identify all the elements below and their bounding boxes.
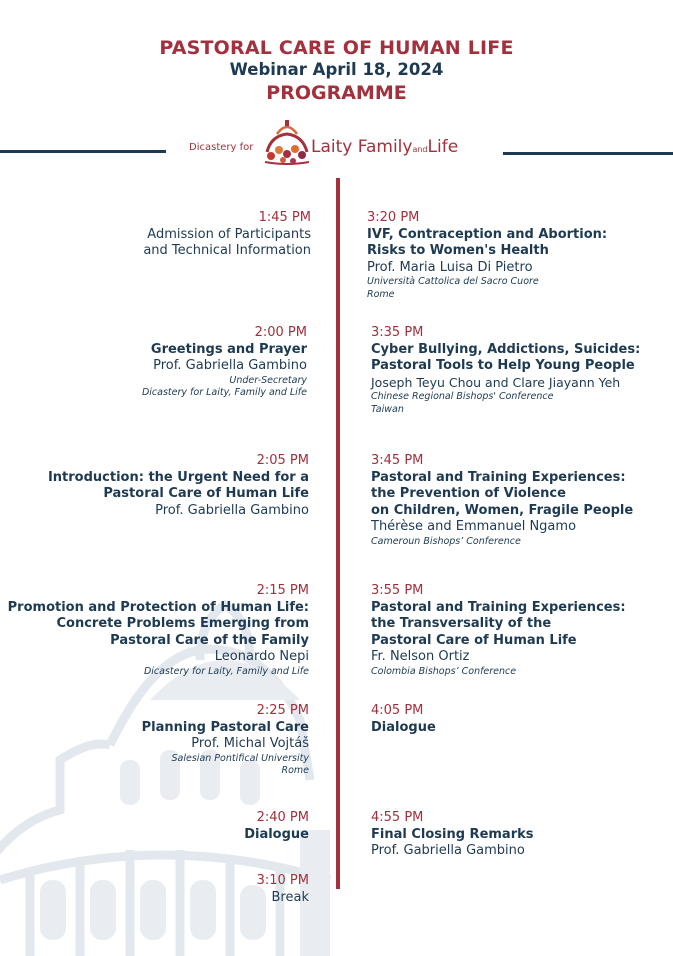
agenda-title: Dialogue xyxy=(371,719,436,735)
logo-family: Family xyxy=(357,137,413,157)
agenda-speaker: Prof. Gabriella Gambino xyxy=(371,843,525,858)
logo-wordmark xyxy=(311,137,458,157)
agenda-time: 4:05 PM xyxy=(371,703,424,718)
agenda-item-left-1 xyxy=(11,210,311,260)
agenda-item-left-6 xyxy=(9,810,309,843)
agenda-time: 3:55 PM xyxy=(371,583,424,598)
agenda-title: Pastoral and Training Experiences: the Transversality of the Pastoral Care of Human Life xyxy=(371,599,626,648)
agenda-time: 3:35 PM xyxy=(371,325,424,340)
agenda-time: 3:20 PM xyxy=(367,210,420,225)
agenda-affiliation: Rome xyxy=(367,288,395,300)
header-divider-left xyxy=(0,150,166,153)
agenda-speaker: Thérèse and Emmanuel Ngamo xyxy=(371,519,577,534)
agenda-title: Pastoral and Training Experiences: the Prevention of Violence on Children, Women, Fragile People xyxy=(371,469,634,518)
programme-heading: PROGRAMME xyxy=(266,82,407,104)
header-divider-right xyxy=(503,152,673,155)
agenda-title: Admission of Participants and Technical Information xyxy=(143,226,311,258)
logo-prefix: Dicastery for xyxy=(189,142,254,153)
agenda-title: Greetings and Prayer xyxy=(150,341,307,357)
agenda-item-right-3 xyxy=(371,453,671,548)
dicastery-logo-icon xyxy=(261,118,313,166)
agenda-time: 2:25 PM xyxy=(256,703,309,718)
agenda-item-left-7 xyxy=(9,873,309,906)
logo-and: and xyxy=(412,145,428,154)
agenda-item-right-4 xyxy=(371,583,671,678)
agenda-title: Dialogue xyxy=(244,826,309,842)
agenda-title: Break xyxy=(271,889,309,905)
agenda-affiliation: Dicastery for Laity, Family and Life xyxy=(143,665,309,677)
agenda-time: 2:00 PM xyxy=(254,325,307,340)
agenda-time: 4:55 PM xyxy=(371,810,424,825)
agenda-item-right-1 xyxy=(367,210,667,301)
agenda-affiliation: Colombia Bishops’ Conference xyxy=(371,665,517,677)
agenda-item-right-2 xyxy=(371,325,671,416)
agenda-item-right-6 xyxy=(371,810,671,860)
agenda-item-left-4 xyxy=(0,583,309,678)
agenda-affiliation: Rome xyxy=(281,765,309,776)
agenda-affiliation: Dicastery for Laity, Family and Life xyxy=(141,387,307,398)
agenda-title: Introduction: the Urgent Need for a Pastoral Care of Human Life xyxy=(47,469,309,501)
agenda-title: Planning Pastoral Care xyxy=(141,719,309,735)
agenda-speaker: Prof. Gabriella Gambino xyxy=(155,502,309,518)
agenda-affiliation: Chinese Regional Bishops' Conference xyxy=(371,391,554,402)
agenda-item-left-2 xyxy=(7,325,307,400)
agenda-time: 3:10 PM xyxy=(256,873,309,888)
agenda-speaker: Prof. Gabriella Gambino xyxy=(153,358,307,373)
agenda-affiliation: Under-Secretary xyxy=(229,374,307,386)
agenda-speaker: Fr. Nelson Ortiz xyxy=(371,649,470,664)
agenda-affiliation: Taiwan xyxy=(371,403,404,415)
agenda-title: IVF, Contraception and Abortion: Risks to Women's Health xyxy=(367,226,608,258)
logo-life: Life xyxy=(427,137,459,157)
agenda-time: 3:45 PM xyxy=(371,453,424,468)
agenda-title: Cyber Bullying, Addictions, Suicides: Pastoral Tools to Help Young People xyxy=(371,341,641,373)
timeline-divider xyxy=(336,178,340,889)
agenda-time: 2:15 PM xyxy=(256,583,309,598)
agenda-affiliation: Università Cattolica del Sacro Cuore xyxy=(367,276,539,287)
agenda-item-right-5 xyxy=(371,703,671,736)
agenda-speaker: Prof. Michal Vojtáš xyxy=(191,736,309,751)
agenda-speaker: Joseph Teyu Chou and Clare Jiayann Yeh xyxy=(371,374,621,390)
agenda-item-left-5 xyxy=(9,703,309,778)
agenda-time: 2:05 PM xyxy=(256,453,309,468)
agenda-affiliation: Salesian Pontifical University xyxy=(171,752,309,764)
webinar-date: Webinar April 18, 2024 xyxy=(229,60,444,79)
agenda-speaker: Prof. Maria Luisa Di Pietro xyxy=(367,259,533,275)
dicastery-logo xyxy=(185,118,485,168)
page-title: PASTORAL CARE OF HUMAN LIFE xyxy=(159,37,514,59)
agenda-time: 1:45 PM xyxy=(258,210,311,225)
agenda-title: Promotion and Protection of Human Life: Concrete Problems Emerging from Pastoral Care of the Family xyxy=(7,599,309,648)
agenda-title: Final Closing Remarks xyxy=(371,826,534,842)
agenda-affiliation: Cameroun Bishops’ Conference xyxy=(371,535,521,547)
agenda-time: 2:40 PM xyxy=(256,810,309,825)
logo-laity: Laity xyxy=(311,137,353,157)
agenda-item-left-3 xyxy=(0,453,309,519)
agenda-speaker: Leonardo Nepi xyxy=(214,649,309,664)
